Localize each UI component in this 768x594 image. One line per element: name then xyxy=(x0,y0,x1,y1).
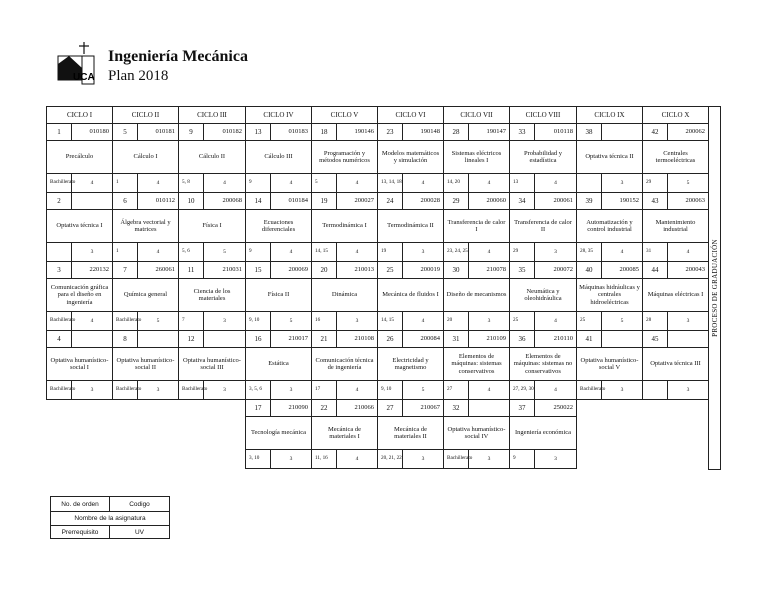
course-uv: 3 xyxy=(336,311,378,331)
course-uv: 3 xyxy=(601,173,643,193)
course-name: Álgebra vectorial y matrices xyxy=(112,209,179,243)
course-prerequisites: Bachillerato xyxy=(46,380,72,400)
course-prerequisites: 29 xyxy=(642,173,668,193)
course-code: 010182 xyxy=(203,123,246,141)
course-code: 200028 xyxy=(402,192,444,210)
legend-name-label: Nombre de la asignatura xyxy=(74,514,146,522)
graduation-process-label: PROCESO DE GRADUACIÓN xyxy=(710,239,719,337)
course-name: Diseño de mecanismos xyxy=(443,278,510,312)
course-name: Ciencia de los materiales xyxy=(178,278,246,312)
legend-prereq-label: Prerrequisito xyxy=(51,525,110,539)
course-code: 210067 xyxy=(402,399,444,417)
legend-order-label: No. de orden xyxy=(51,497,110,511)
course-uv: 5 xyxy=(667,173,709,193)
course-uv: 4 xyxy=(137,242,179,262)
course-order-number: 23 xyxy=(377,123,403,141)
course-order-number: 29 xyxy=(443,192,469,210)
course-order-number: 21 xyxy=(311,330,337,348)
cycle-header: CICLO III xyxy=(178,106,246,124)
course-name: Modelos matemáticos y simulación xyxy=(377,140,444,174)
course-order-number: 26 xyxy=(377,330,403,348)
course-prerequisites: 13 xyxy=(509,173,535,193)
course-order-number: 42 xyxy=(642,123,668,141)
course-name: Tecnología mecánica xyxy=(245,416,312,450)
course-code: 210078 xyxy=(468,261,510,279)
course-name: Transferencia de calor II xyxy=(509,209,577,243)
course-uv: 5 xyxy=(402,380,444,400)
cycle-header: CICLO VIII xyxy=(509,106,577,124)
course-prerequisites: Bachillerato xyxy=(178,380,204,400)
course-name: Precálculo xyxy=(46,140,113,174)
cycle-header: CICLO IX xyxy=(576,106,643,124)
course-code: 200027 xyxy=(336,192,378,210)
course-uv: 4 xyxy=(468,242,510,262)
legend-uv-label: UV xyxy=(134,528,145,536)
course-order-number: 2 xyxy=(46,192,72,210)
course-order-number: 15 xyxy=(245,261,271,279)
course-name: Optativa técnica I xyxy=(46,209,113,243)
course-code: 210031 xyxy=(203,261,246,279)
course-uv: 3 xyxy=(667,311,709,331)
course-order-number: 13 xyxy=(245,123,271,141)
course-uv: 4 xyxy=(667,242,709,262)
cycle-header: CICLO X xyxy=(642,106,709,124)
course-uv: 4 xyxy=(71,173,113,193)
course-order-number: 9 xyxy=(178,123,204,141)
course-prerequisites xyxy=(46,242,72,262)
course-prerequisites: Bachillerato xyxy=(46,311,72,331)
course-prerequisites: 27, 29, 30 xyxy=(509,380,535,400)
course-prerequisites: 20 xyxy=(443,311,469,331)
course-uv: 4 xyxy=(534,311,577,331)
course-code: 210066 xyxy=(336,399,378,417)
course-uv: 4 xyxy=(270,242,312,262)
course-order-number: 41 xyxy=(576,330,602,348)
course-name: Física II xyxy=(245,278,312,312)
course-prerequisites: 14, 15 xyxy=(311,242,337,262)
course-code: 210017 xyxy=(270,330,312,348)
course-prerequisites: Bachillerato xyxy=(46,173,72,193)
course-prerequisites: 20, 21, 22 xyxy=(377,449,403,469)
course-order-number: 8 xyxy=(112,330,138,348)
course-code: 200062 xyxy=(667,123,709,141)
course-uv: 3 xyxy=(534,242,577,262)
course-order-number: 37 xyxy=(509,399,535,417)
course-order-number: 10 xyxy=(178,192,204,210)
course-prerequisites: 13, 14, 18 xyxy=(377,173,403,193)
course-prerequisites: Bachillerato xyxy=(112,311,138,331)
course-name: Dinámica xyxy=(311,278,378,312)
course-name: Sistemas eléctricos lineales I xyxy=(443,140,510,174)
course-prerequisites: 5, 8 xyxy=(178,173,204,193)
legend-code-label: Codigo xyxy=(129,500,150,508)
course-name: Transferencia de calor I xyxy=(443,209,510,243)
course-order-number: 7 xyxy=(112,261,138,279)
course-name: Automatización y control industrial xyxy=(576,209,643,243)
course-order-number: 17 xyxy=(245,399,271,417)
course-name: Termodinámica II xyxy=(377,209,444,243)
course-prerequisites: 9 xyxy=(245,173,271,193)
course-prerequisites: 28 xyxy=(642,311,668,331)
course-code: 200043 xyxy=(667,261,709,279)
course-uv: 3 xyxy=(203,311,246,331)
course-uv: 4 xyxy=(534,173,577,193)
course-order-number: 22 xyxy=(311,399,337,417)
course-name: Cálculo I xyxy=(112,140,179,174)
course-order-number: 44 xyxy=(642,261,668,279)
course-name: Mantenimiento industrial xyxy=(642,209,709,243)
course-prerequisites: 11, 16 xyxy=(311,449,337,469)
uca-logo xyxy=(55,42,101,88)
course-prerequisites: 5, 6 xyxy=(178,242,204,262)
course-name: Comunicación gráfica para el diseño en ingeniería xyxy=(46,278,113,312)
course-prerequisites: 14, 15 xyxy=(377,311,403,331)
course-code xyxy=(203,330,246,348)
course-name: Cálculo III xyxy=(245,140,312,174)
course-prerequisites: Bachillerato xyxy=(576,380,602,400)
course-uv: 3 xyxy=(203,380,246,400)
course-uv: 3 xyxy=(71,242,113,262)
course-prerequisites: 25 xyxy=(576,311,602,331)
course-code: 210090 xyxy=(270,399,312,417)
course-prerequisites: 1 xyxy=(112,173,138,193)
cycle-header: CICLO I xyxy=(46,106,113,124)
course-prerequisites: 29 xyxy=(509,242,535,262)
course-uv: 4 xyxy=(468,380,510,400)
cycle-header: CICLO VI xyxy=(377,106,444,124)
course-order-number: 24 xyxy=(377,192,403,210)
course-prerequisites: 9, 10 xyxy=(245,311,271,331)
course-name: Elementos de máquinas: sistemas no conservativos xyxy=(509,347,577,381)
course-order-number: 30 xyxy=(443,261,469,279)
page-subtitle: Plan 2018 xyxy=(108,68,169,84)
course-uv: 4 xyxy=(534,380,577,400)
course-code xyxy=(71,330,113,348)
course-uv: 5 xyxy=(137,311,179,331)
course-order-number: 36 xyxy=(509,330,535,348)
course-uv: 3 xyxy=(468,311,510,331)
course-name: Máquinas eléctricas I xyxy=(642,278,709,312)
course-name: Mecánica de fluidos I xyxy=(377,278,444,312)
course-name: Elementos de máquinas: sistemas conservativos xyxy=(443,347,510,381)
course-order-number: 25 xyxy=(377,261,403,279)
course-code: 210109 xyxy=(468,330,510,348)
course-prerequisites xyxy=(576,173,602,193)
course-name: Optativa humanístico- social V xyxy=(576,347,643,381)
course-order-number: 20 xyxy=(311,261,337,279)
course-order-number: 38 xyxy=(576,123,602,141)
course-order-number: 34 xyxy=(509,192,535,210)
course-order-number: 31 xyxy=(443,330,469,348)
course-code: 210013 xyxy=(336,261,378,279)
course-name: Optativa humanístico- social III xyxy=(178,347,246,381)
course-name: Neumática y oleohidráulica xyxy=(509,278,577,312)
course-order-number: 6 xyxy=(112,192,138,210)
course-uv: 5 xyxy=(270,311,312,331)
course-code: 200019 xyxy=(402,261,444,279)
course-code: 200084 xyxy=(402,330,444,348)
course-name: Cálculo II xyxy=(178,140,246,174)
course-order-number: 45 xyxy=(642,330,668,348)
course-code: 220132 xyxy=(71,261,113,279)
course-code: 210110 xyxy=(534,330,577,348)
course-name: Optativa humanístico- social II xyxy=(112,347,179,381)
course-uv: 4 xyxy=(270,173,312,193)
course-prerequisites: 16 xyxy=(311,311,337,331)
course-name: Química general xyxy=(112,278,179,312)
course-order-number: 5 xyxy=(112,123,138,141)
course-uv: 3 xyxy=(601,380,643,400)
course-code: 210108 xyxy=(336,330,378,348)
course-code: 200060 xyxy=(468,192,510,210)
course-name: Optativa técnica III xyxy=(642,347,709,381)
course-prerequisites: 19 xyxy=(377,242,403,262)
course-order-number: 28 xyxy=(443,123,469,141)
course-uv: 3 xyxy=(270,380,312,400)
course-code: 200072 xyxy=(534,261,577,279)
course-order-number: 19 xyxy=(311,192,337,210)
course-code: 190146 xyxy=(336,123,378,141)
course-code: 250022 xyxy=(534,399,577,417)
course-uv: 4 xyxy=(336,242,378,262)
course-prerequisites: 28, 35 xyxy=(576,242,602,262)
course-code xyxy=(601,330,643,348)
course-code xyxy=(468,399,510,417)
course-code: 010181 xyxy=(137,123,179,141)
course-code: 200069 xyxy=(270,261,312,279)
course-order-number: 4 xyxy=(46,330,72,348)
course-code xyxy=(71,192,113,210)
course-prerequisites: 9 xyxy=(509,449,535,469)
course-code: 010183 xyxy=(270,123,312,141)
course-code: 190148 xyxy=(402,123,444,141)
course-prerequisites: 3, 10 xyxy=(245,449,271,469)
course-name: Optativa técnica II xyxy=(576,140,643,174)
course-code: 010184 xyxy=(270,192,312,210)
course-order-number: 18 xyxy=(311,123,337,141)
course-name: Estática xyxy=(245,347,312,381)
course-name: Optativa humanístico- social IV xyxy=(443,416,510,450)
course-name: Termodinámica I xyxy=(311,209,378,243)
course-order-number: 27 xyxy=(377,399,403,417)
course-order-number: 11 xyxy=(178,261,204,279)
course-uv: 4 xyxy=(601,242,643,262)
legend xyxy=(50,496,170,539)
course-name: Mecánica de materiales I xyxy=(311,416,378,450)
course-code: 200085 xyxy=(601,261,643,279)
course-uv: 4 xyxy=(71,311,113,331)
cycle-header: CICLO VII xyxy=(443,106,510,124)
svg-text:UCA: UCA xyxy=(73,72,95,83)
course-uv: 4 xyxy=(402,173,444,193)
page-title: Ingeniería Mecánica xyxy=(108,48,248,65)
course-name: Programación y métodos numéricos xyxy=(311,140,378,174)
course-uv: 4 xyxy=(203,173,246,193)
course-order-number: 40 xyxy=(576,261,602,279)
course-prerequisites: 9, 10 xyxy=(377,380,403,400)
course-name: Ecuaciones diferenciales xyxy=(245,209,312,243)
course-uv: 3 xyxy=(270,449,312,469)
course-code: 190147 xyxy=(468,123,510,141)
course-code: 190152 xyxy=(601,192,643,210)
course-code xyxy=(137,330,179,348)
curriculum-grid xyxy=(46,106,708,468)
course-name: Física I xyxy=(178,209,246,243)
course-code: 010118 xyxy=(534,123,577,141)
course-order-number: 33 xyxy=(509,123,535,141)
course-name: Electricidad y magnetismo xyxy=(377,347,444,381)
course-code xyxy=(601,123,643,141)
course-name: Mecánica de materiales II xyxy=(377,416,444,450)
course-uv: 3 xyxy=(402,242,444,262)
course-order-number: 32 xyxy=(443,399,469,417)
course-prerequisites: 5 xyxy=(311,173,337,193)
course-prerequisites: 9 xyxy=(245,242,271,262)
course-code: 200061 xyxy=(534,192,577,210)
course-order-number: 3 xyxy=(46,261,72,279)
course-order-number: 35 xyxy=(509,261,535,279)
course-name: Probabilidad y estadística xyxy=(509,140,577,174)
course-code: 260061 xyxy=(137,261,179,279)
course-prerequisites: 7 xyxy=(178,311,204,331)
course-prerequisites: Bachillerato xyxy=(112,380,138,400)
course-code: 200068 xyxy=(203,192,246,210)
course-uv: 3 xyxy=(468,449,510,469)
course-prerequisites: 27 xyxy=(443,380,469,400)
course-uv: 4 xyxy=(402,311,444,331)
course-uv: 4 xyxy=(468,173,510,193)
course-prerequisites: 25 xyxy=(509,311,535,331)
course-uv: 4 xyxy=(336,449,378,469)
course-prerequisites: 14, 20 xyxy=(443,173,469,193)
course-order-number: 39 xyxy=(576,192,602,210)
course-prerequisites xyxy=(642,380,668,400)
course-prerequisites: 1 xyxy=(112,242,138,262)
course-name: Ingeniería económica xyxy=(509,416,577,450)
course-uv: 4 xyxy=(137,173,179,193)
cycle-header: CICLO IV xyxy=(245,106,312,124)
course-order-number: 14 xyxy=(245,192,271,210)
course-prerequisites: Bachillerato xyxy=(443,449,469,469)
course-name: Comunicación técnica de ingeniería xyxy=(311,347,378,381)
course-name: Máquinas hidráulicas y centrales hidroeléctricas xyxy=(576,278,643,312)
course-uv: 4 xyxy=(336,380,378,400)
course-uv: 5 xyxy=(203,242,246,262)
course-order-number: 16 xyxy=(245,330,271,348)
course-code: 200063 xyxy=(667,192,709,210)
course-code xyxy=(667,330,709,348)
course-prerequisites: 31 xyxy=(642,242,668,262)
course-order-number: 43 xyxy=(642,192,668,210)
course-uv: 3 xyxy=(667,380,709,400)
course-prerequisites: 3, 5, 6 xyxy=(245,380,271,400)
course-uv: 4 xyxy=(336,173,378,193)
course-uv: 5 xyxy=(601,311,643,331)
course-name: Centrales termoeléctricas xyxy=(642,140,709,174)
course-order-number: 12 xyxy=(178,330,204,348)
cycle-header: CICLO II xyxy=(112,106,179,124)
graduation-process-column xyxy=(708,106,721,470)
cycle-header: CICLO V xyxy=(311,106,378,124)
course-prerequisites: 17 xyxy=(311,380,337,400)
course-uv: 3 xyxy=(402,449,444,469)
course-order-number: 1 xyxy=(46,123,72,141)
course-code: 010180 xyxy=(71,123,113,141)
course-prerequisites: 23, 24, 25 xyxy=(443,242,469,262)
course-uv: 3 xyxy=(137,380,179,400)
course-uv: 3 xyxy=(71,380,113,400)
course-code: 010112 xyxy=(137,192,179,210)
course-uv: 3 xyxy=(534,449,577,469)
course-name: Optativa humanístico- social I xyxy=(46,347,113,381)
